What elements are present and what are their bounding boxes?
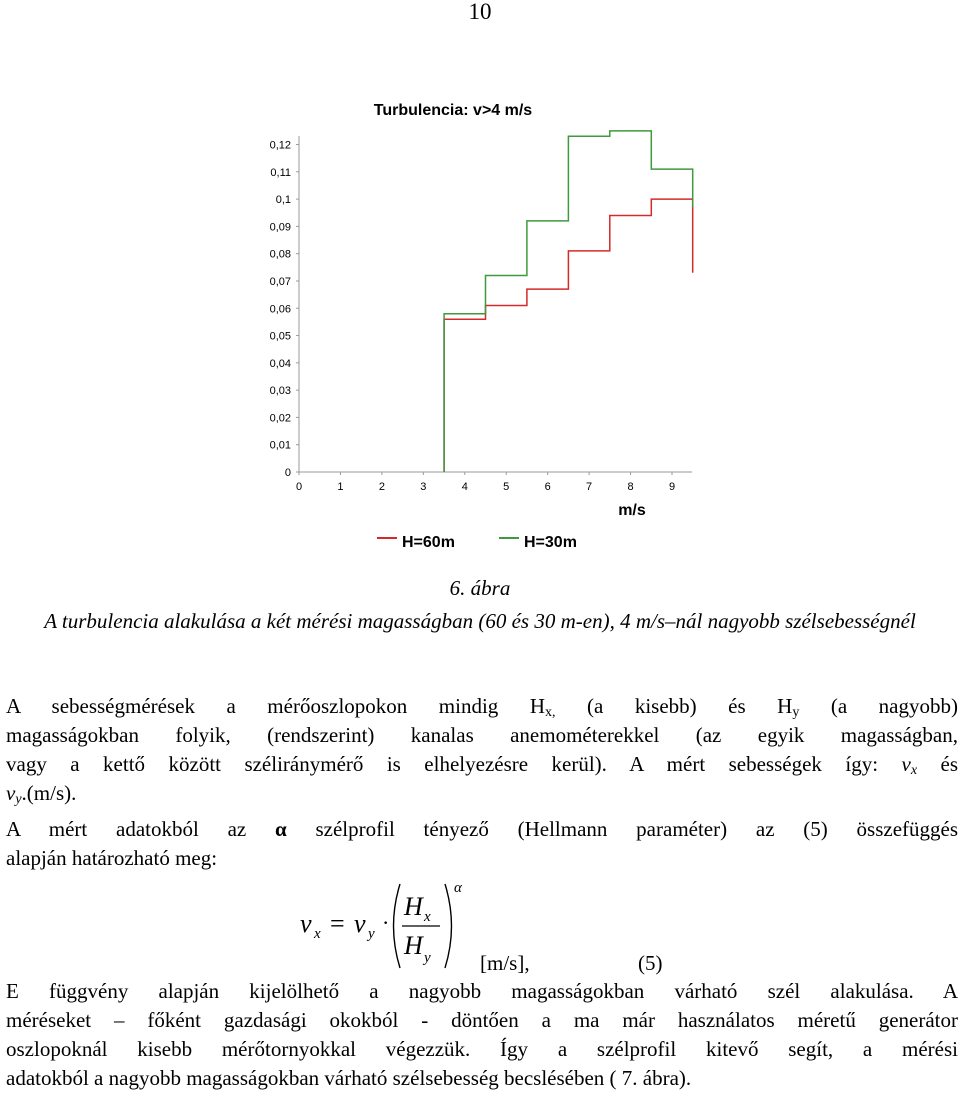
x-tick-label: 2 bbox=[378, 481, 385, 493]
y-tick-label: 0,1 bbox=[275, 194, 291, 207]
chart-legend bbox=[377, 534, 577, 551]
y-tick-label: 0,01 bbox=[269, 439, 291, 452]
paragraph-line: vagy a kettő között széliránymérő is elhelyezésre kerül). A mért sebességek így: $v_x$ és bbox=[6, 752, 958, 778]
legend-label: H=60m bbox=[402, 534, 455, 551]
y-tick-label: 0,12 bbox=[269, 139, 291, 152]
y-tick-label: 0,03 bbox=[269, 385, 291, 398]
y-tick-label: 0,07 bbox=[269, 275, 291, 288]
x-axis-ticks bbox=[296, 472, 675, 493]
formula-lhs-variable: v bbox=[300, 909, 312, 938]
hellmann-formula bbox=[290, 870, 710, 980]
formula-multiply-dot: · bbox=[382, 910, 390, 935]
legend-label: H=30m bbox=[524, 534, 577, 551]
paragraph-line: A mért adatokból az α szélprofil tényező (Hellmann paraméter) az (5) összefüggés bbox=[6, 817, 959, 841]
page-number: 10 bbox=[468, 0, 492, 24]
paragraph-hellmann bbox=[6, 815, 958, 873]
paragraph-line: oszlopoknál kisebb mérőtornyokkal végezzük. Így a szélprofil kitevő segít, a mérési bbox=[6, 1037, 958, 1061]
series-line-h-30m bbox=[444, 131, 693, 472]
turbulence-chart bbox=[240, 88, 720, 568]
formula-rhs-subscript: y bbox=[368, 926, 375, 942]
x-tick-label: 0 bbox=[295, 481, 303, 493]
y-tick-label: 0,09 bbox=[269, 221, 291, 234]
figure-caption: A turbulencia alakulása a két mérési magasságban (60 és 30 m-en), 4 m/s–nál nagyobb szélsebességnél bbox=[44, 609, 916, 633]
formula-numerator: H bbox=[404, 892, 423, 921]
paragraph-line: adatokból a nagyobb magasságokban várható szélsebesség becslésében ( 7. ábra). bbox=[6, 1066, 692, 1090]
paragraph-estimation bbox=[6, 977, 958, 1093]
x-tick-label: 8 bbox=[627, 481, 634, 493]
formula-unit: [m/s], bbox=[480, 951, 530, 975]
formula-equals: = bbox=[330, 909, 345, 938]
y-tick-label: 0 bbox=[284, 467, 291, 479]
formula-lhs-subscript: x bbox=[314, 926, 321, 942]
x-axis-label: m/s bbox=[618, 502, 646, 519]
figure-number: 6. ábra bbox=[449, 576, 511, 600]
y-axis-ticks bbox=[270, 140, 299, 480]
paragraph-line: A sebességmérések a mérőoszlopokon mindig $H_{x,}$ (a kisebb) és $H_y$ (a nagyobb) bbox=[6, 694, 958, 720]
paragraph-measurement-heights bbox=[6, 692, 958, 808]
y-tick-label: 0,06 bbox=[269, 303, 291, 316]
formula-left-paren bbox=[394, 884, 401, 968]
paragraph-line: E függvény alapján kijelölhető a nagyobb magasságokban várható szél alakulása. A bbox=[6, 979, 958, 1003]
formula-numerator-subscript: x bbox=[424, 909, 431, 925]
formula-denominator-subscript: y bbox=[424, 950, 431, 966]
y-tick-label: 0,04 bbox=[269, 357, 291, 370]
x-tick-label: 4 bbox=[461, 481, 468, 493]
x-tick-label: 5 bbox=[503, 481, 510, 493]
paragraph-line: alapján határozható meg: bbox=[6, 846, 218, 870]
x-tick-label: 6 bbox=[544, 481, 551, 493]
x-tick-label: 3 bbox=[420, 481, 427, 493]
y-tick-label: 0,05 bbox=[269, 330, 291, 343]
formula-rhs-variable: v bbox=[354, 909, 366, 938]
formula-exponent: α bbox=[454, 880, 462, 896]
formula-right-paren bbox=[445, 884, 452, 968]
plot-frame bbox=[299, 136, 692, 472]
paragraph-line: méréseket – főként gazdasági okokból - döntően a ma már használatos méretű generátor bbox=[6, 1008, 958, 1032]
series-layer bbox=[444, 131, 693, 472]
y-tick-label: 0,08 bbox=[269, 248, 291, 261]
paragraph-line: magasságokban folyik, (rendszerint) kanalas anemométerekkel (az egyik magasságban, bbox=[6, 723, 958, 747]
y-tick-label: 0,11 bbox=[270, 166, 291, 179]
chart-title: Turbulencia: v>4 m/s bbox=[373, 102, 533, 119]
x-tick-label: 9 bbox=[668, 481, 676, 493]
x-tick-label: 7 bbox=[586, 481, 593, 493]
paragraph-line: $v_y.(m/s)$. bbox=[6, 781, 77, 807]
formula-equation-number: (5) bbox=[638, 951, 663, 975]
formula-denominator: H bbox=[404, 931, 423, 960]
x-tick-label: 1 bbox=[337, 481, 344, 493]
series-line-h-60m bbox=[444, 199, 693, 472]
y-tick-label: 0,02 bbox=[269, 412, 291, 425]
